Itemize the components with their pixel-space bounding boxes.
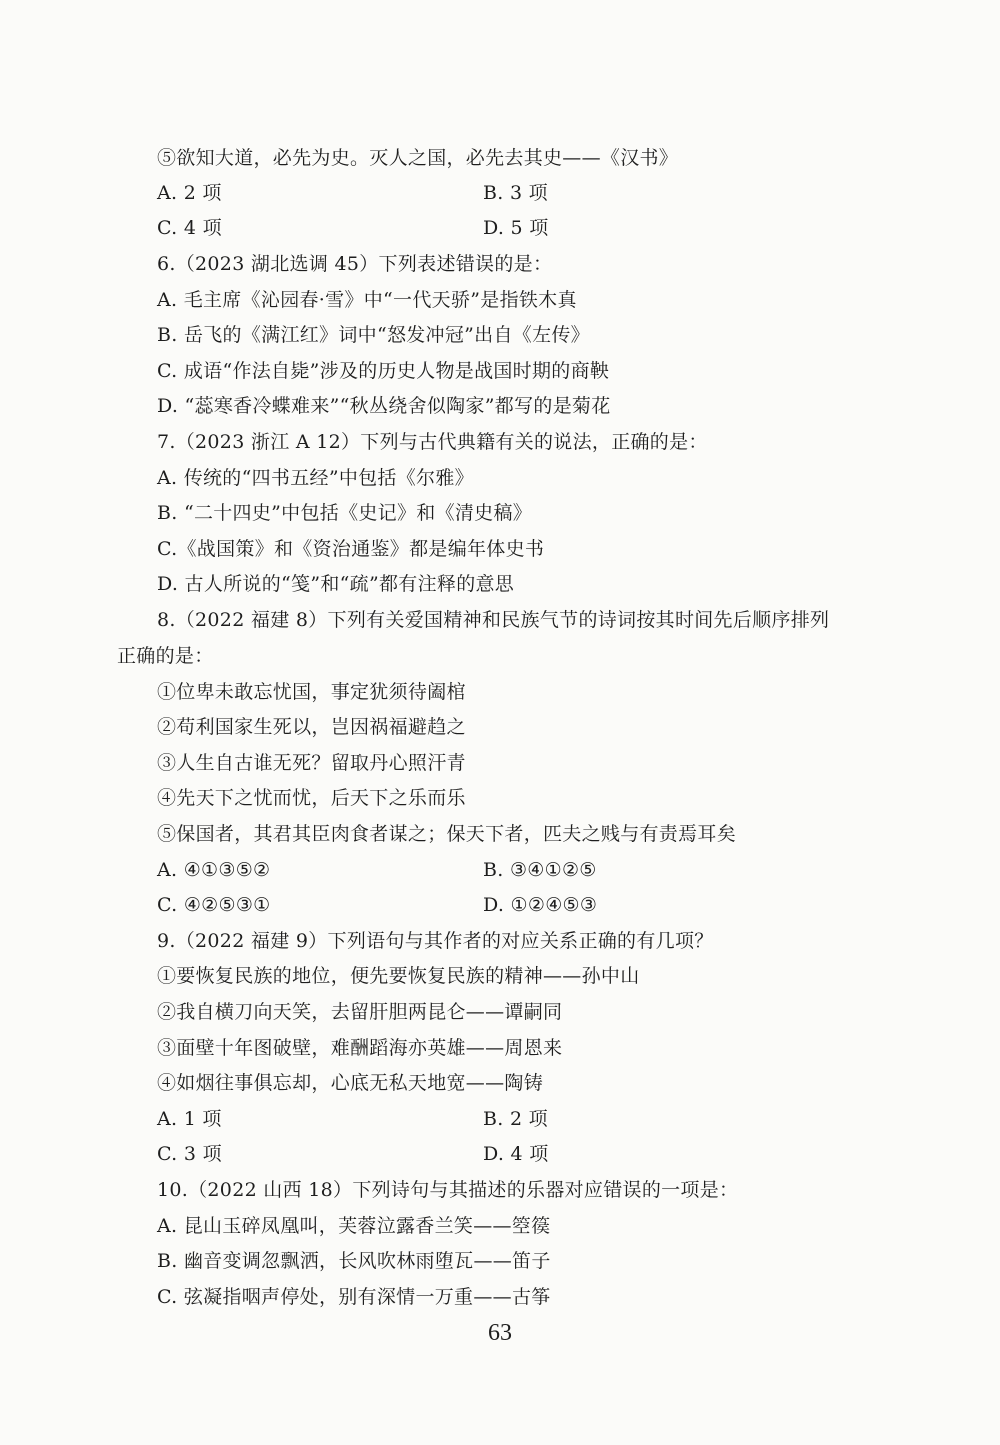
q8-option-d: D. ①②④⑤③ xyxy=(483,894,598,916)
q6-option-a: A. 毛主席《沁园春·雪》中“一代天骄”是指铁木真 xyxy=(157,289,577,311)
q8-option-b: B. ③④①②⑤ xyxy=(483,859,597,881)
q7-option-d: D. 古人所说的“笺”和“疏”都有注释的意思 xyxy=(157,573,515,595)
q6-option-b: B. 岳飞的《满江红》词中“怒发冲冠”出自《左传》 xyxy=(157,324,590,346)
q6-option-c: C. 成语“作法自毙”涉及的历史人物是战国时期的商鞅 xyxy=(157,360,610,382)
q6-stem: 6.（2023 湖北选调 45）下列表述错误的是： xyxy=(157,253,553,275)
q6-option-d: D. “蕊寒香冷蝶难来”“秋丛绕舍似陶家”都写的是菊花 xyxy=(157,395,611,417)
q8-item-2: ②苟利国家生死以，岂因祸福避趋之 xyxy=(157,716,466,738)
q8-item-3: ③人生自古谁无死？留取丹心照汗青 xyxy=(157,752,466,774)
q9-item-4: ④如烟往事俱忘却，心底无私天地宽——陶铸 xyxy=(157,1072,544,1094)
page-number: 63 xyxy=(488,1320,512,1346)
q9-item-3: ③面壁十年图破壁，难酬蹈海亦英雄——周恩来 xyxy=(157,1037,563,1059)
q9-item-1: ①要恢复民族的地位，便先要恢复民族的精神——孙中山 xyxy=(157,965,640,987)
q10-option-b: B. 幽音变调忽飘洒，长风吹林雨堕瓦——笛子 xyxy=(157,1250,551,1272)
q9-option-c: C. 3 项 xyxy=(157,1143,222,1165)
q5-option-a: A. 2 项 xyxy=(157,182,222,204)
q7-option-a: A. 传统的“四书五经”中包括《尔雅》 xyxy=(157,467,474,489)
q10-option-a: A. 昆山玉碎凤凰叫，芙蓉泣露香兰笑——箜篌 xyxy=(157,1215,551,1237)
q9-stem: 9.（2022 福建 9）下列语句与其作者的对应关系正确的有几项？ xyxy=(157,930,714,952)
q5-option-b: B. 3 项 xyxy=(483,182,548,204)
q7-option-c: C.《战国策》和《资治通鉴》都是编年体史书 xyxy=(157,538,545,560)
q7-option-b: B. “二十四史”中包括《史记》和《清史稿》 xyxy=(157,502,533,524)
q5-option-c: C. 4 项 xyxy=(157,217,222,239)
q9-option-d: D. 4 项 xyxy=(483,1143,549,1165)
q8-option-a: A. ④①③⑤② xyxy=(157,859,271,881)
q5-option-d: D. 5 项 xyxy=(483,217,549,239)
q9-item-2: ②我自横刀向天笑，去留肝胆两昆仑——谭嗣同 xyxy=(157,1001,563,1023)
q9-option-a: A. 1 项 xyxy=(157,1108,222,1130)
q8-item-5: ⑤保国者，其君其臣肉食者谋之；保天下者，匹夫之贱与有责焉耳矣 xyxy=(157,823,737,845)
q8-item-1: ①位卑未敢忘忧国，事定犹须待阖棺 xyxy=(157,681,466,703)
q8-option-c: C. ④②⑤③① xyxy=(157,894,271,916)
q8-stem: 8.（2022 福建 8）下列有关爱国精神和民族气节的诗词按其时间先后顺序排列 xyxy=(157,609,830,631)
q10-stem: 10.（2022 山西 18）下列诗句与其描述的乐器对应错误的一项是： xyxy=(157,1179,739,1201)
q7-stem: 7.（2023 浙江 A 12）下列与古代典籍有关的说法，正确的是： xyxy=(157,431,708,453)
q10-option-c: C. 弦凝指咽声停处，别有深情一万重——古筝 xyxy=(157,1286,551,1308)
q8-item-4: ④先天下之忧而忧，后天下之乐而乐 xyxy=(157,787,466,809)
q8-stem-continued: 正确的是： xyxy=(117,645,214,667)
q9-option-b: B. 2 项 xyxy=(483,1108,548,1130)
q5-item-5: ⑤欲知大道，必先为史。灭人之国，必先去其史——《汉书》 xyxy=(157,147,679,169)
